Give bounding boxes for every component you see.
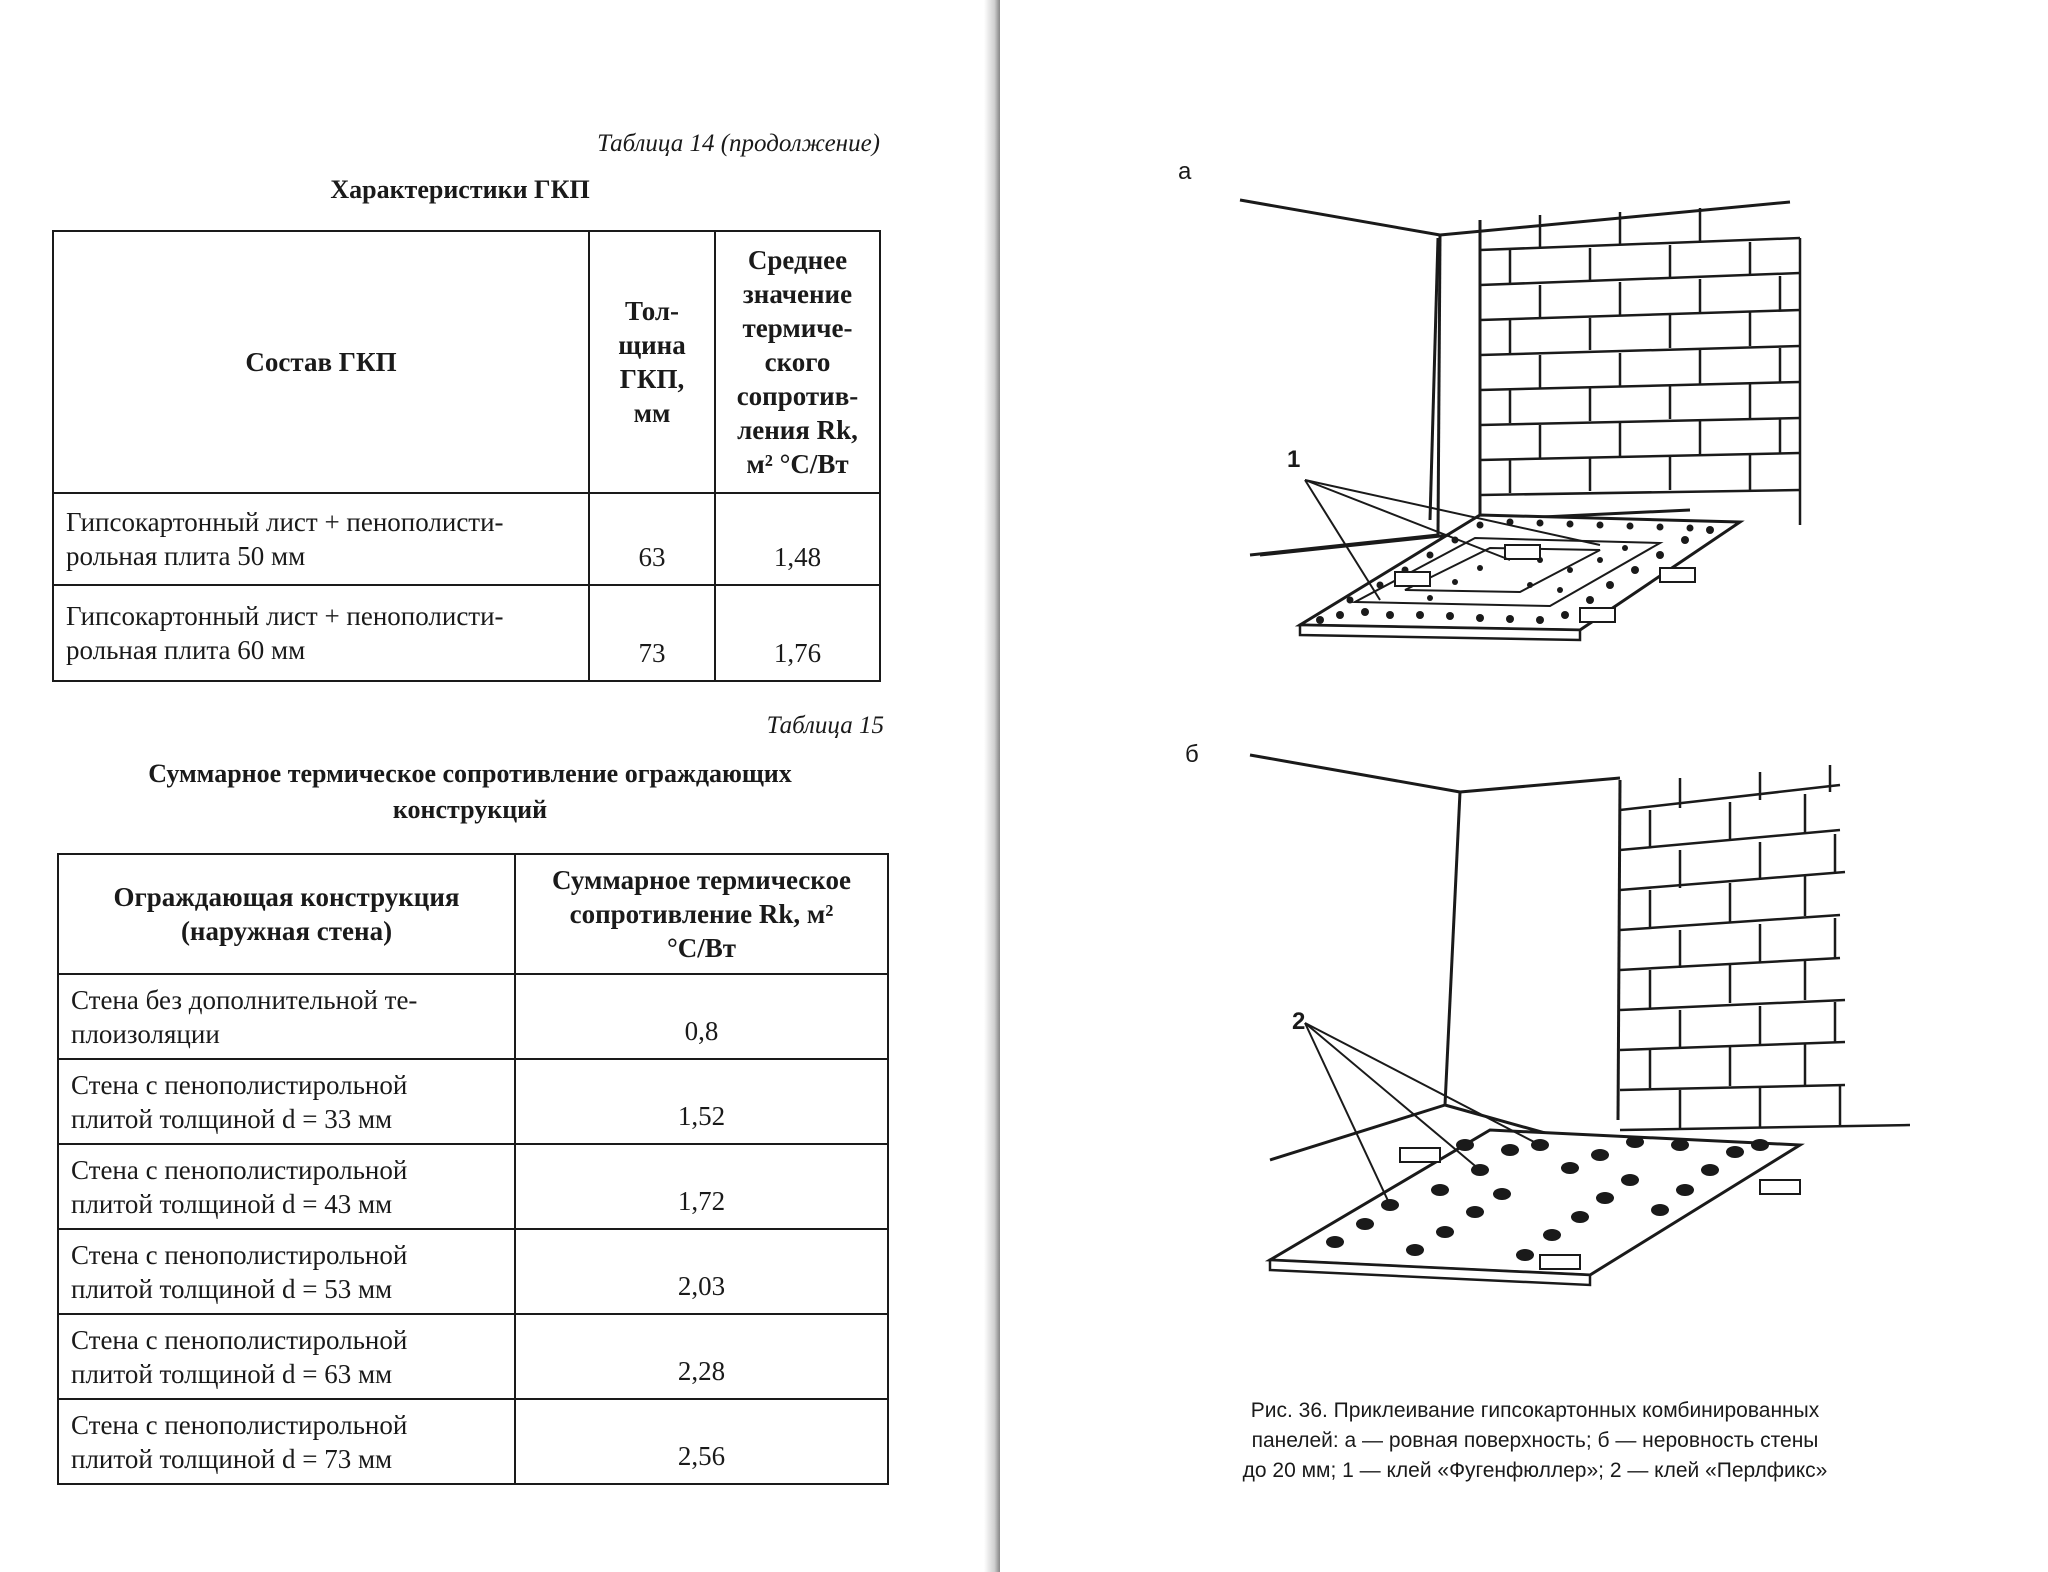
table14-cell-thickness: 63 xyxy=(589,493,715,585)
figure-a-letter: а xyxy=(1178,158,1192,185)
table15-label: Таблица 15 xyxy=(766,712,884,739)
table-row xyxy=(58,1314,888,1399)
callout-2-label: 2 xyxy=(1292,1008,1306,1035)
figure-caption: Рис. 36. Приклеивание гипсокартонных комбинированных панелей: а — ровная поверхность; б — неровность стены до 20 мм; 1 — клей «Фугенфюллер»; 2 — клей «Перлфикс» xyxy=(1242,1399,1828,1482)
brick-wall-a xyxy=(1480,208,1800,525)
table15-cell-resistance: 2,56 xyxy=(515,1399,888,1484)
callout-1-label: 1 xyxy=(1287,446,1301,473)
table15-title: Суммарное термическое сопротивление ограждающих конструкций xyxy=(148,759,792,824)
figure-b-illustration xyxy=(1240,750,1940,1310)
table14-cell-resistance: 1,76 xyxy=(715,585,880,681)
table14-cell-composition: Гипсокартонный лист + пенополисти- рольная плита 50 мм xyxy=(53,493,589,585)
table-row xyxy=(58,1399,888,1484)
table-row xyxy=(53,585,880,681)
table-row xyxy=(53,493,880,585)
table14-header-thickness: Тол- щина ГКП, мм xyxy=(589,231,715,493)
table15-cell-resistance: 1,52 xyxy=(515,1059,888,1144)
table15-cell-construction: Стена с пенополистирольной плитой толщиной d = 43 мм xyxy=(58,1144,515,1229)
table15-cell-construction: Стена с пенополистирольной плитой толщиной d = 53 мм xyxy=(58,1229,515,1314)
figure-a-illustration xyxy=(1180,160,1840,720)
table15-cell-resistance: 0,8 xyxy=(515,974,888,1059)
table-row xyxy=(58,1144,888,1229)
table15-header-construction: Ограждающая конструкция (наружная стена) xyxy=(58,854,515,974)
table15-header-resistance: Суммарное термическое сопротивление Rk, м² °С/Вт xyxy=(515,854,888,974)
table14-cell-composition: Гипсокартонный лист + пенополисти- рольная плита 60 мм xyxy=(53,585,589,681)
table14-header-row xyxy=(53,231,880,493)
table15-header-row xyxy=(58,854,888,974)
table15-cell-resistance: 2,03 xyxy=(515,1229,888,1314)
table14-cell-resistance: 1,48 xyxy=(715,493,880,585)
table15-cell-resistance: 2,28 xyxy=(515,1314,888,1399)
table15-cell-construction: Стена с пенополистирольной плитой толщиной d = 73 мм xyxy=(58,1399,515,1484)
table14 xyxy=(52,230,881,682)
table14-header-resistance: Среднее значение термиче- ского сопротив- ления Rk, м² °С/Вт xyxy=(715,231,880,493)
table-row xyxy=(58,974,888,1059)
left-page xyxy=(0,0,1000,1572)
table-row xyxy=(58,1229,888,1314)
table14-cell-thickness: 73 xyxy=(589,585,715,681)
figure-b-letter: б xyxy=(1185,741,1199,768)
table15 xyxy=(57,853,889,1485)
table14-header-composition: Состав ГКП xyxy=(53,231,589,493)
panel-b xyxy=(1270,1130,1800,1285)
table15-cell-construction: Стена без дополнительной те- плоизоляции xyxy=(58,974,515,1059)
table15-cell-construction: Стена с пенополистирольной плитой толщиной d = 63 мм xyxy=(58,1314,515,1399)
table14-title: Характеристики ГКП xyxy=(330,175,590,204)
table14-label: Таблица 14 (продолжение) xyxy=(597,130,880,157)
table15-cell-resistance: 1,72 xyxy=(515,1144,888,1229)
brick-wall-b xyxy=(1620,765,1910,1130)
table15-cell-construction: Стена с пенополистирольной плитой толщиной d = 33 мм xyxy=(58,1059,515,1144)
table-row xyxy=(58,1059,888,1144)
